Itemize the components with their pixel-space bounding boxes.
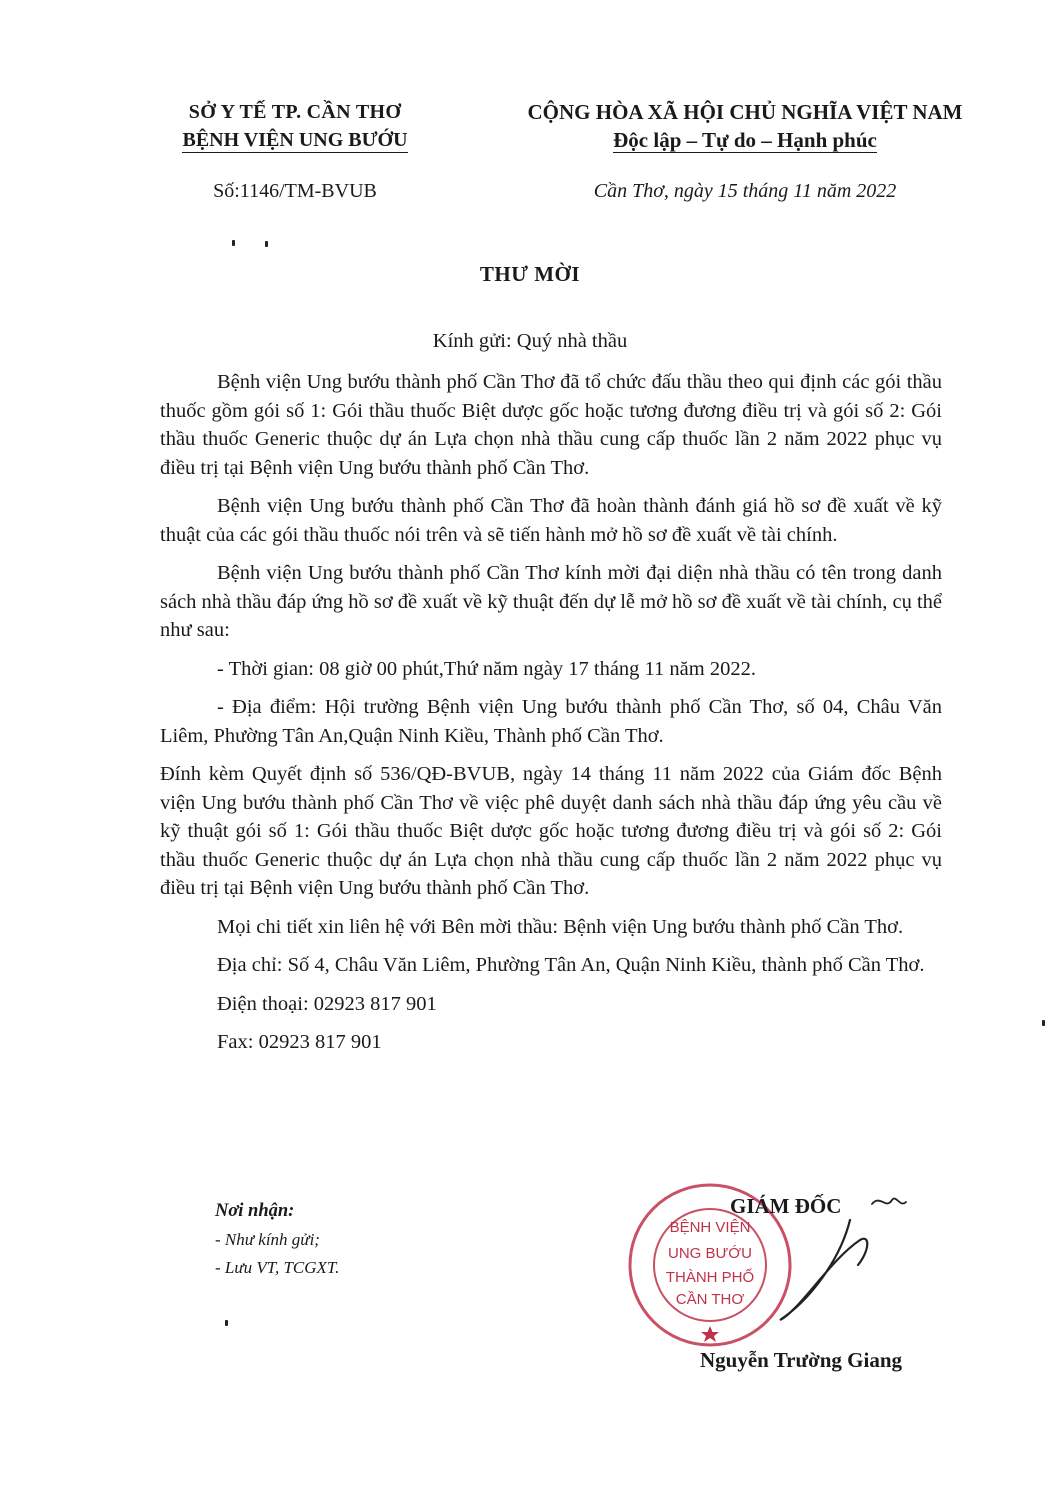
attachment-note: Đính kèm Quyết định số 536/QĐ-BVUB, ngày 14 tháng 11 năm 2022 của Giám đốc Bệnh viện Ung bướu thành phố Cần Thơ về việc phê duyệt danh sách nhà thầu đáp ứng yêu cầu về kỹ thuật gói số 1: Gói thầu thuốc Biệt dược gốc hoặc tương đương điều trị và gói số 2: Gói thầu thuốc Generic thuộc dự án Lựa chọn nhà thầu cung cấp thuốc lần 2 năm 2022 phục vụ điều trị tại Bệnh viện Ung bướu thành phố Cần Thơ.: [160, 763, 942, 899]
scan-speck: [232, 240, 235, 246]
stamp-star-icon: [701, 1326, 719, 1342]
department-name: SỞ Y TẾ TP. CẦN THƠ: [188, 101, 402, 123]
document-title: THƯ MỜI: [479, 262, 581, 286]
handwritten-signature: [720, 1190, 920, 1330]
paragraph-evaluation: Bệnh viện Ung bướu thành phố Cần Thơ đã hoàn thành đánh giá hồ sơ đề xuất về kỹ thuật của các gói thầu thuốc nói trên và sẽ tiến hành mở hồ sơ đề xuất về tài chính.: [160, 495, 942, 546]
paragraph-invitation: Bệnh viện Ung bướu thành phố Cần Thơ kính mời đại diện nhà thầu có tên trong danh sách nhà thầu đáp ứng hồ sơ đề xuất về kỹ thuật đến dự lễ mở hồ sơ đề xuất về tài chính, cụ thể như sau:: [160, 562, 942, 641]
scan-speck: [265, 241, 268, 247]
contact-phone: Điện thoại: 02923 817 901: [217, 992, 437, 1015]
recipient-item: - Lưu VT, TCGXT.: [215, 1258, 340, 1277]
contact-address: Địa chỉ: Số 4, Châu Văn Liêm, Phường Tân An, Quận Ninh Kiều, thành phố Cần Thơ.: [217, 954, 925, 976]
country-name: CỘNG HÒA XÃ HỘI CHỦ NGHĨA VIỆT NAM: [527, 100, 963, 124]
recipient-item: - Như kính gửi;: [215, 1230, 320, 1249]
national-motto: Độc lập – Tự do – Hạnh phúc: [613, 128, 877, 152]
date-line: Cần Thơ, ngày 15 tháng 11 năm 2022: [593, 180, 897, 202]
meeting-time: - Thời gian: 08 giờ 00 phút,Thứ năm ngày 17 tháng 11 năm 2022.: [217, 657, 756, 680]
letter-body: [160, 368, 942, 1057]
national-header: [500, 98, 990, 154]
hospital-name: BỆNH VIỆN UNG BƯỚU: [182, 129, 408, 151]
paragraph-intro: Bệnh viện Ung bướu thành phố Cần Thơ đã tổ chức đấu thầu theo qui định các gói thầu thuốc gồm gói số 1: Gói thầu thuốc Biệt dược gốc hoặc tương đương điều trị và gói số 2: Gói thầu thuốc Generic thuộc dự án Lựa chọn nhà thầu cung cấp thuốc lần 2 năm 2022 phục vụ điều trị tại Bệnh viện Ung bướu thành phố Cần Thơ.: [160, 371, 942, 479]
contact-fax: Fax: 02923 817 901: [217, 1031, 382, 1053]
recipients-block: [215, 1196, 339, 1282]
contact-intro: Mọi chi tiết xin liên hệ với Bên mời thầu: Bệnh viện Ung bướu thành phố Cần Thơ.: [217, 915, 904, 938]
reference-number: Số:1146/TM-BVUB: [213, 180, 377, 202]
signatory-name: Nguyễn Trường Giang: [700, 1348, 902, 1372]
meeting-location: - Địa điểm: Hội trường Bệnh viện Ung bướu thành phố Cần Thơ, số 04, Châu Văn Liêm, Phường Tân An,Quận Ninh Kiều, Thành phố Cần Thơ.: [160, 696, 942, 747]
stamp-line-4: CẦN THƠ: [675, 1291, 745, 1308]
recipients-heading: Nơi nhận:: [215, 1201, 295, 1221]
signatory-title: GIÁM ĐỐC: [730, 1194, 842, 1218]
issuing-agency-header: [150, 98, 440, 154]
stamp-line-2: UNG BƯỚU: [667, 1245, 753, 1262]
greeting: Kính gửi: Quý nhà thầu: [432, 330, 628, 352]
scan-speck: [1042, 1020, 1045, 1026]
stamp-line-3: THÀNH PHỐ: [665, 1269, 755, 1286]
stamp-line-1: BỆNH VIỆN: [669, 1219, 751, 1236]
scan-speck: [225, 1320, 228, 1326]
